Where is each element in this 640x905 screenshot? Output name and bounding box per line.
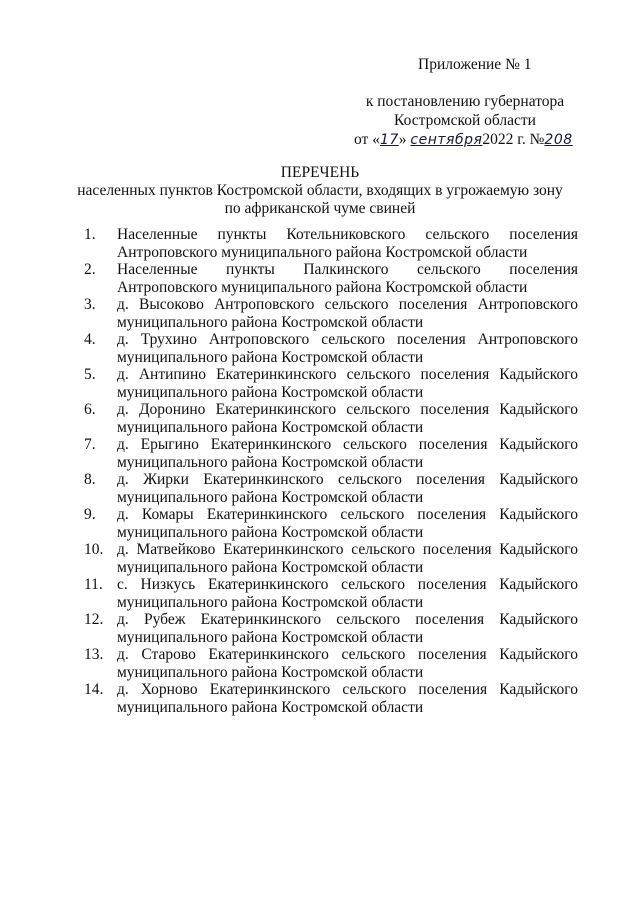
decree-reference xyxy=(340,92,590,150)
title-subtitle-2: по африканской чуме свиней xyxy=(224,200,416,217)
list-item-number: 14. xyxy=(84,681,104,698)
list-item-number: 12. xyxy=(84,611,104,628)
list-item xyxy=(84,541,578,576)
list-item xyxy=(84,576,578,611)
list-item xyxy=(84,506,578,541)
list-item-text: Населенные пункты Котельниковского сельского поселения Антроповского муниципального района Костромской области xyxy=(117,226,578,261)
list-item xyxy=(84,401,578,436)
date-mid: » xyxy=(398,131,407,148)
list-item-text: д. Матвейково Екатеринкинского сельского поселения Кадыйского муниципального района Костромской области xyxy=(117,541,578,576)
list-item-number: 2. xyxy=(84,261,96,278)
list-item-number: 13. xyxy=(84,646,104,663)
list-item-text: д. Ерыгино Екатеринкинского сельского поселения Кадыйского муниципального района Костромской области xyxy=(117,436,578,471)
list-item-number: 7. xyxy=(84,436,96,453)
list-item-number: 10. xyxy=(84,541,104,558)
list-item-number: 8. xyxy=(84,471,96,488)
decree-line-2: Костромской области xyxy=(394,112,536,129)
appendix-label: Приложение № 1 xyxy=(418,56,532,73)
list-item-number: 11. xyxy=(84,576,103,593)
list-item-text: д. Жирки Екатеринкинского сельского поселения Кадыйского муниципального района Костромской области xyxy=(117,471,578,506)
list-item-number: 5. xyxy=(84,366,96,383)
list-item-text: д. Антипино Екатеринкинского сельского поселения Кадыйского муниципального района Костромской области xyxy=(117,366,578,401)
list-item-text: с. Низкусь Екатеринкинского сельского поселения Кадыйского муниципального района Костромской области xyxy=(117,576,578,611)
list-item-text: д. Комары Екатеринкинского сельского поселения Кадыйского муниципального района Костромской области xyxy=(117,506,578,541)
list-item-text: д. Высоково Антроповского сельского поселения Антроповского муниципального района Костромской области xyxy=(117,296,578,331)
date-year: 2022 г. № xyxy=(482,131,545,148)
list-item xyxy=(84,436,578,471)
decree-number-handwritten: 208 xyxy=(544,132,573,148)
document-title xyxy=(0,164,640,218)
list-item xyxy=(84,261,578,296)
date-prefix: от « xyxy=(354,131,380,148)
list-item xyxy=(84,331,578,366)
list-item xyxy=(84,611,578,646)
list-item-number: 9. xyxy=(84,506,96,523)
decree-date-line xyxy=(340,130,590,150)
list-item-text: Населенные пункты Палкинского сельского поселения Антроповского муниципального района Костромской области xyxy=(117,261,578,296)
list-item-number: 4. xyxy=(84,331,96,348)
list-item-number: 3. xyxy=(84,296,96,313)
list-item-text: д. Трухино Антроповского сельского поселения Антроповского муниципального района Костромской области xyxy=(117,331,578,366)
list-item-text: д. Доронино Екатеринкинского сельского поселения Кадыйского муниципального района Костромской области xyxy=(117,401,578,436)
date-day-handwritten: 17 xyxy=(379,132,399,148)
list-item xyxy=(84,296,578,331)
list-item-text: д. Старово Екатеринкинского сельского поселения Кадыйского муниципального района Костромской области xyxy=(117,646,578,681)
list-item xyxy=(84,681,578,716)
title-heading: ПЕРЕЧЕНЬ xyxy=(280,164,360,181)
list-item-text: д. Хорново Екатеринкинского сельского поселения Кадыйского муниципального района Костромской области xyxy=(117,681,578,716)
settlement-list xyxy=(84,226,578,716)
list-item xyxy=(84,366,578,401)
list-item xyxy=(84,646,578,681)
date-month-handwritten: сентября xyxy=(410,132,483,148)
list-item xyxy=(84,471,578,506)
list-item-text: д. Рубеж Екатеринкинского сельского поселения Кадыйского муниципального района Костромской области xyxy=(117,611,578,646)
title-subtitle-1: населенных пунктов Костромской области, входящих в угрожаемую зону xyxy=(77,182,563,199)
list-item-number: 1. xyxy=(84,226,96,243)
list-item-number: 6. xyxy=(84,401,96,418)
decree-line-1: к постановлению губернатора xyxy=(365,93,565,110)
list-item xyxy=(84,226,578,261)
